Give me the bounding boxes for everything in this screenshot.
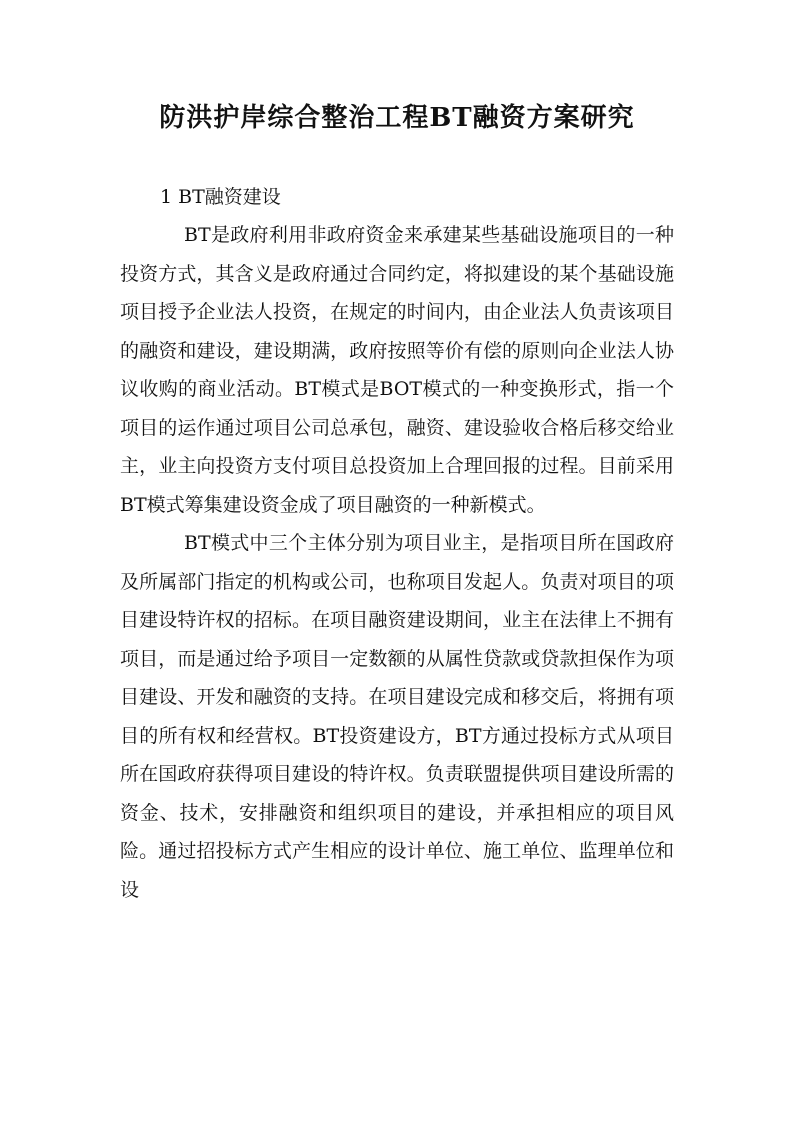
paragraph-bt-parties: BT模式中三个主体分别为项目业主，是指项目所在国政府及所属部门指定的机构或公司，也称项目发起人。负责对项目的项目建设特许权的招标。在项目融资建设期间，业主在法律上不拥有项目，而是通过给予项目一定数额的从属性贷款或贷款担保作为项目建设、开发和融资的支持。在项目建设完成和移交后，将拥有项目的所有权和经营权。BT投资建设方，BT方通过投标方式从项目所在国政府获得项目建设的特许权。负责联盟提供项目建设所需的资金、技术，安排融资和组织项目的建设，并承担相应的项目风险。通过招投标方式产生相应的设计单位、施工单位、监理单位和设 — [120, 532, 674, 901]
document-title: 防洪护岸综合整治工程BT融资方案研究 — [159, 103, 635, 133]
paragraph-bt-definition: BT是政府利用非政府资金来承建某些基础设施项目的一种投资方式，其含义是政府通过合同约定，将拟建设的某个基础设施项目授予企业法人投资，在规定的时间内，由企业法人负责该项目的融资和建设，建设期满，政府按照等价有偿的原则向企业法人协议收购的商业活动。BT模式是BOT模式的一种变换形式，指一个项目的运作通过项目公司总承包，融资、建设验收合格后移交给业主，业主向投资方支付项目总投资加上合理回报的过程。目前采用BT模式筹集建设资金成了项目融资的一种新模式。 — [120, 224, 674, 516]
section-heading: 1 BT融资建设 — [160, 186, 281, 208]
